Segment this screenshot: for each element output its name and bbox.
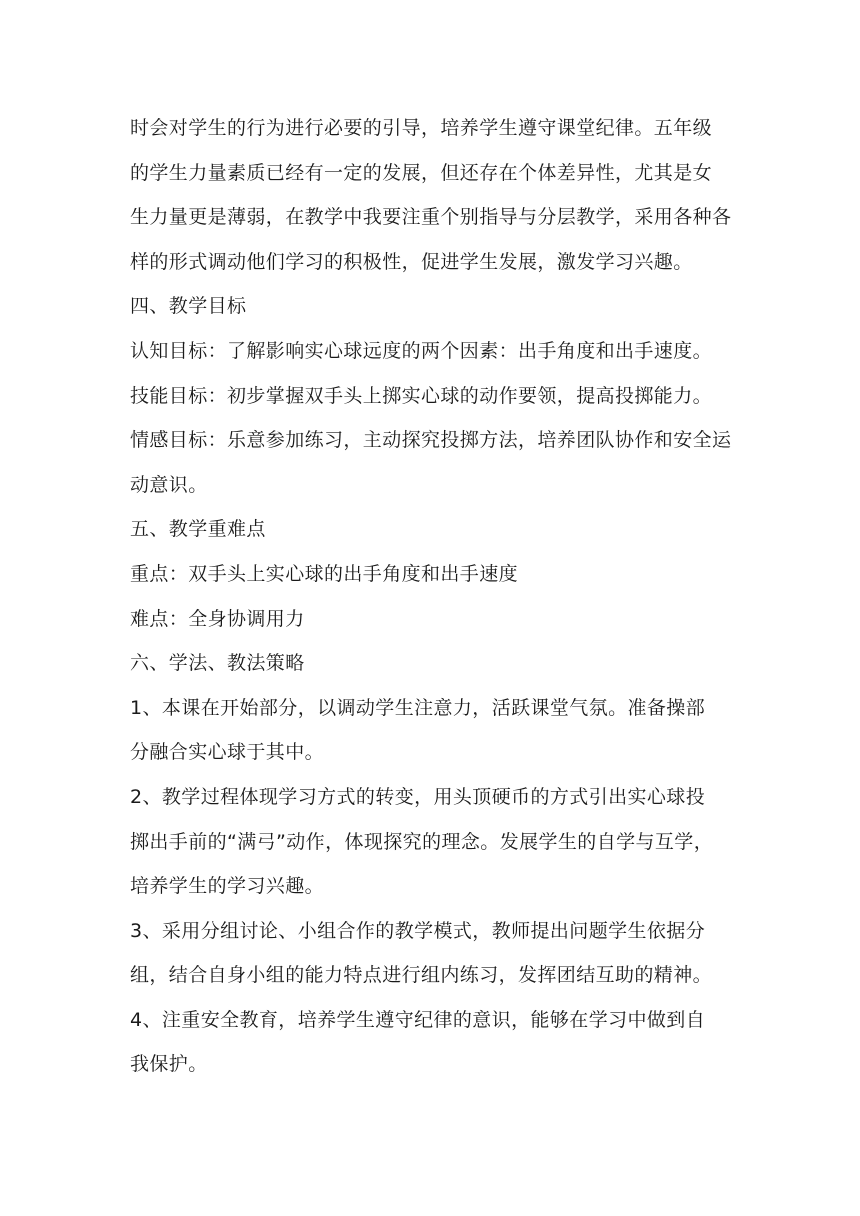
text-line: 样的形式调动他们学习的积极性，促进学生发展，激发学习兴趣。 — [130, 250, 693, 273]
paragraph-cognitive-goal — [130, 329, 740, 374]
text-line: 4、注重安全教育，培养学生遵守纪律的意识，能够在学习中做到自 — [130, 1008, 706, 1031]
text-line: 重点：双手头上实心球的出手角度和出手速度 — [130, 562, 519, 585]
text-line: 掷出手前的“满弓”动作，体现探究的理念。发展学生的自学与互学， — [130, 830, 714, 853]
list-item-strategy-4 — [130, 998, 740, 1087]
paragraph-skill-goal — [130, 374, 740, 419]
heading-text: 四、教学目标 — [130, 295, 247, 318]
list-item-strategy-2 — [130, 775, 740, 909]
section-heading-strategies — [130, 641, 740, 686]
text-line: 技能目标：初步掌握双手头上掷实心球的动作要领，提高投掷能力。 — [130, 384, 713, 407]
text-line: 1、本课在开始部分，以调动学生注意力，活跃课堂气氛。准备操部 — [130, 696, 706, 719]
paragraph-learner-analysis — [130, 106, 740, 284]
list-item-strategy-3 — [130, 909, 740, 998]
paragraph-key-point — [130, 552, 740, 597]
document-body — [130, 106, 740, 1087]
text-line: 培养学生的学习兴趣。 — [130, 875, 325, 898]
list-item-strategy-1 — [130, 686, 740, 775]
paragraph-difficult-point — [130, 597, 740, 642]
text-line: 时会对学生的行为进行必要的引导，培养学生遵守课堂纪律。五年级 — [130, 117, 713, 139]
heading-text: 五、教学重难点 — [130, 518, 266, 541]
text-line: 生力量更是薄弱，在教学中我要注重个别指导与分层教学，采用各种各 — [130, 206, 732, 229]
text-line: 组，结合自身小组的能力特点进行组内练习，发挥团结互助的精神。 — [130, 964, 713, 987]
text-line: 认知目标：了解影响实心球远度的两个因素：出手角度和出手速度。 — [130, 339, 713, 362]
section-heading-teaching-goals — [130, 284, 740, 329]
text-line: 3、采用分组讨论、小组合作的教学模式，教师提出问题学生依据分 — [130, 919, 706, 942]
text-line: 的学生力量素质已经有一定的发展，但还存在个体差异性，尤其是女 — [130, 161, 713, 184]
text-line: 情感目标：乐意参加练习，主动探究投掷方法，培养团队协作和安全运 — [130, 429, 732, 452]
text-line: 分融合实心球于其中。 — [130, 741, 325, 764]
text-line: 动意识。 — [130, 473, 208, 496]
heading-text: 六、学法、教法策略 — [130, 652, 305, 675]
paragraph-emotional-goal — [130, 418, 740, 507]
text-line: 我保护。 — [130, 1053, 208, 1076]
text-line: 难点：全身协调用力 — [130, 607, 305, 630]
text-line: 2、教学过程体现学习方式的转变，用头顶硬币的方式引出实心球投 — [130, 785, 706, 808]
section-heading-key-points — [130, 507, 740, 552]
